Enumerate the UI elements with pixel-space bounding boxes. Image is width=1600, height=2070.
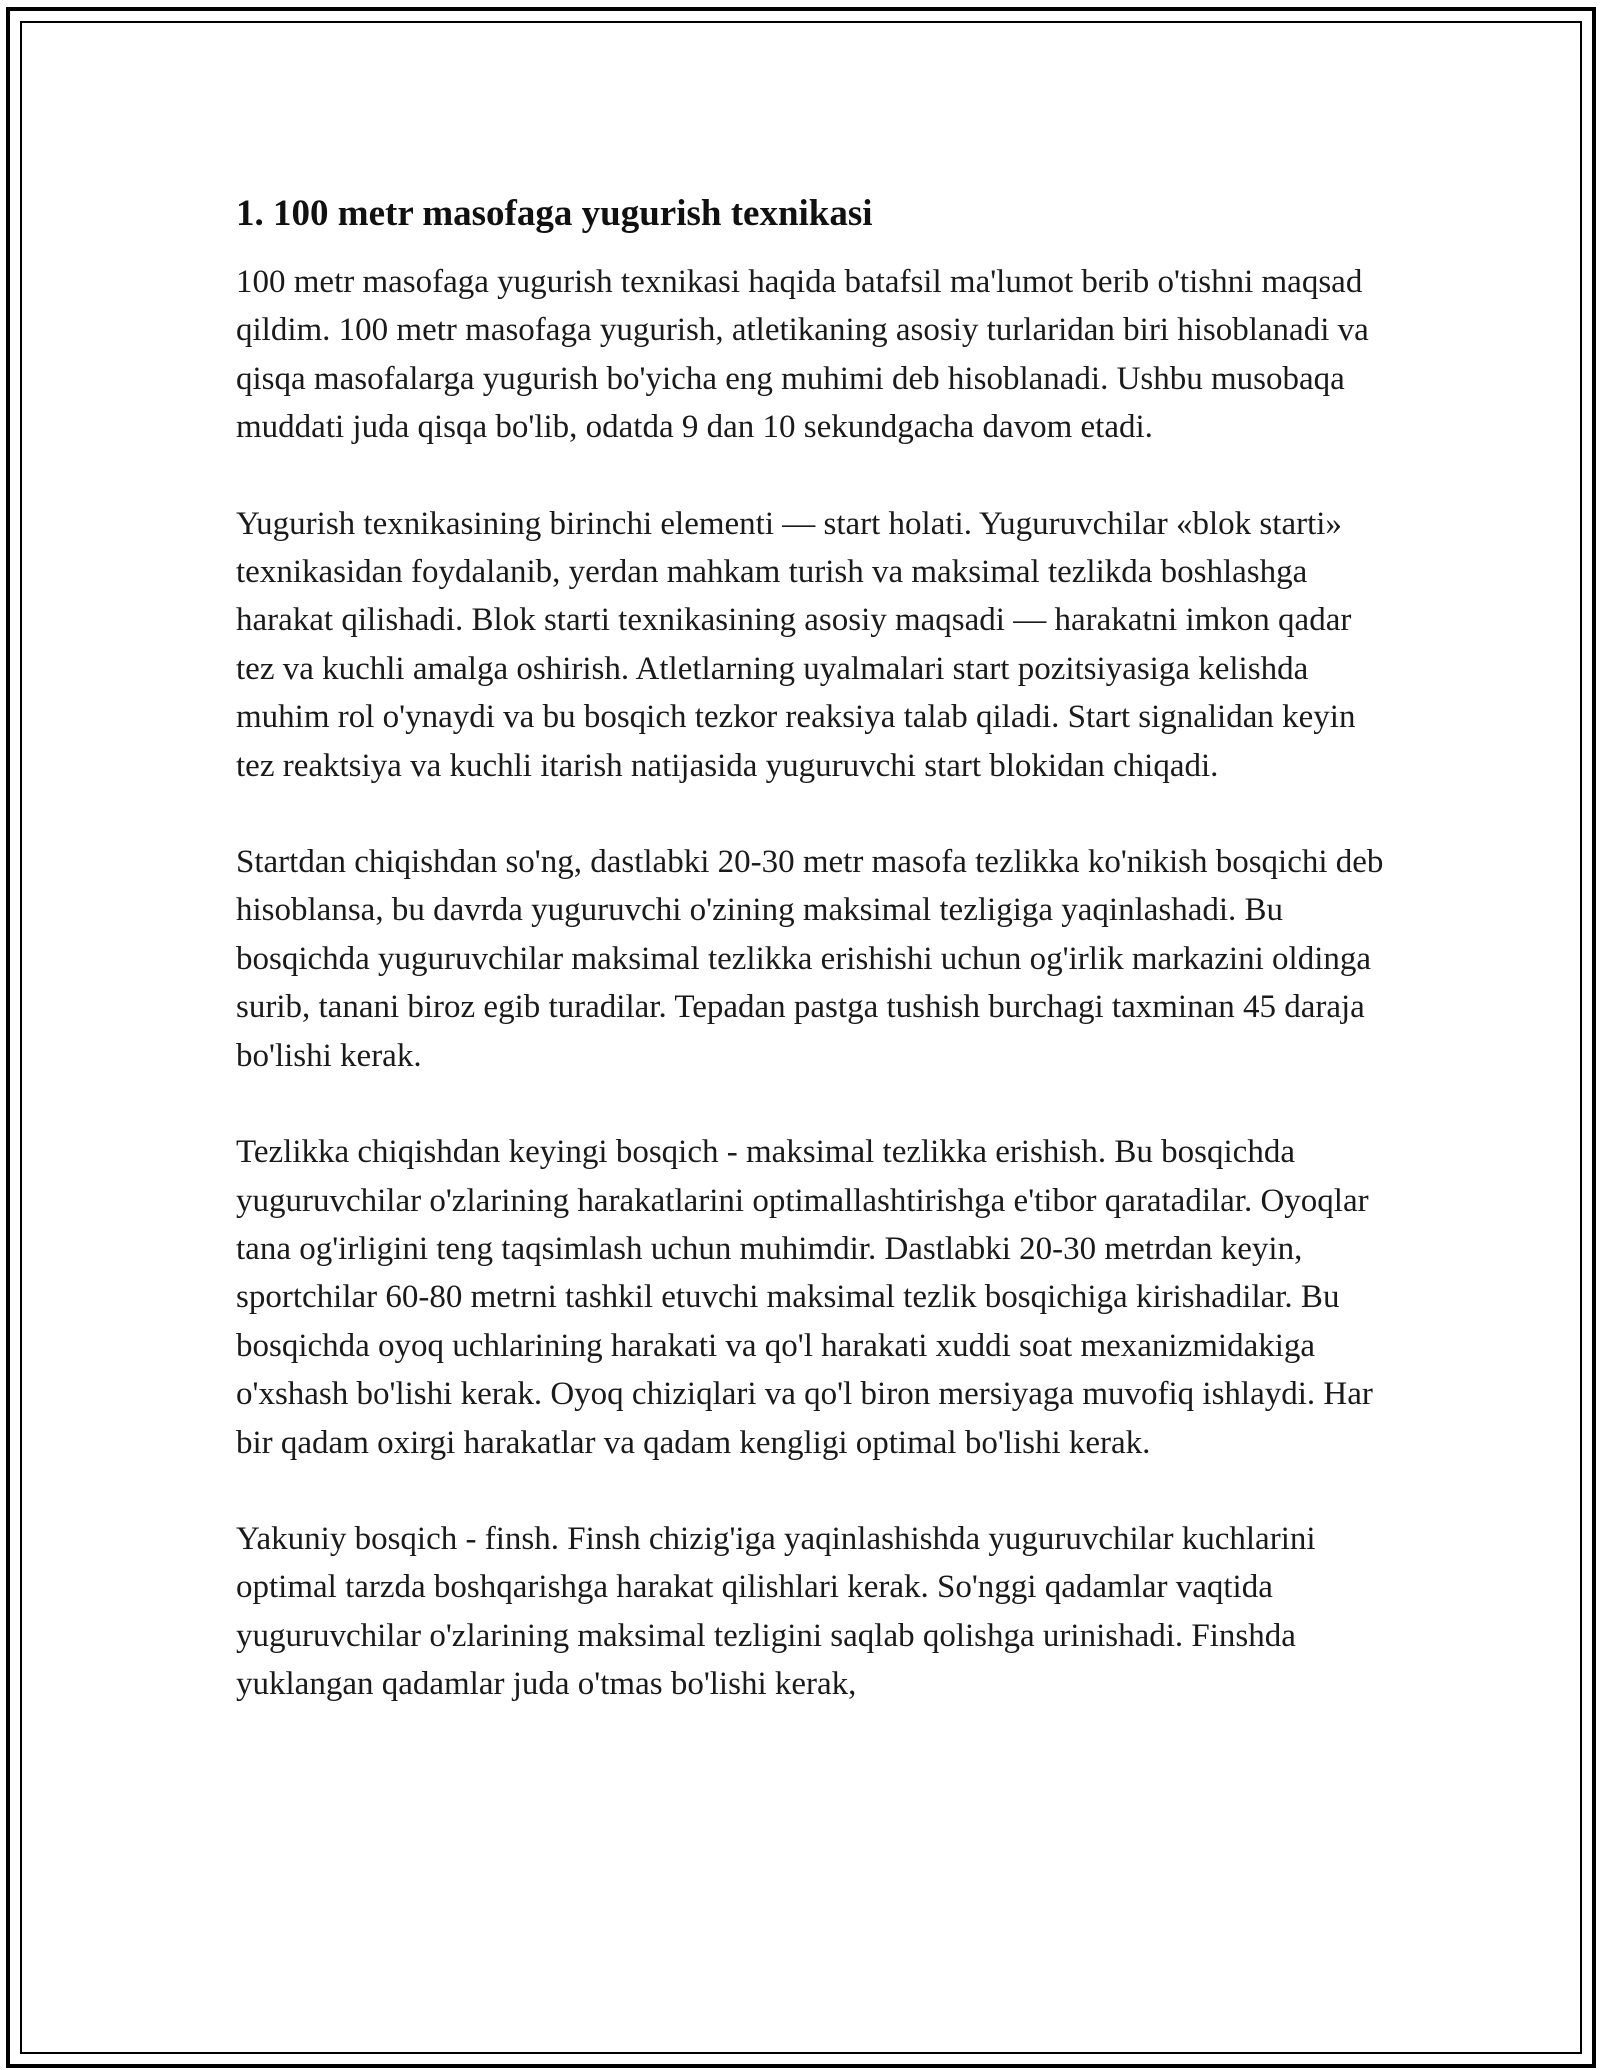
paragraph-intro: 100 metr masofaga yugurish texnikasi haqida batafsil ma'lumot berib o'tishni maqsad qildim. 100 metr masofaga yugurish, atletikaning asosiy turlaridan biri hisoblanadi va qisqa masofalarga yugurish bo'yicha eng muhimi deb hisoblanadi. Ushbu musobaqa muddati juda qisqa bo'lib, odatda 9 dan 10 sekundgacha davom etadi. bbox=[236, 264, 1369, 446]
paragraph-acceleration: Startdan chiqishdan so'ng, dastlabki 20-30 metr masofa tezlikka ko'nikish bosqichi deb hisoblansa, bu davrda yuguruvchi o'zining maksimal tezligiga yaqinlashadi. Bu bosqichda yuguruvchilar maksimal tezlikka erishishi uchun og'irlik markazini oldinga surib, tanani biroz egib turadilar. Tepadan pastga tushish burchagi taxminan 45 daraja bo'lishi kerak. bbox=[236, 844, 1384, 1074]
paragraph-start-position: Yugurish texnikasining birinchi elementi — start holati. Yuguruvchilar «blok starti» texnikasidan foydalanib, yerdan mahkam turish va maksimal tezlikda boshlashga harakat qilishadi. Blok starti texnikasining asosiy maqsadi — harakatni imkon qadar tez va kuchli amalga oshirish. Atletlarning uyalmalari start pozitsiyasiga kelishda muhim rol o'ynaydi va bu bosqich tezkor reaksiya talab qiladi. Start signalidan keyin tez reaktsiya va kuchli itarish natijasida yuguruvchi start blokidan chiqadi. bbox=[236, 505, 1356, 784]
document-body bbox=[236, 190, 1386, 1709]
paragraph-finish: Yakuniy bosqich - finsh. Finsh chizig'iga yaqinlashishda yuguruvchilar kuchlarini optimal tarzda boshqarishga harakat qilishlari kerak. So'nggi qadamlar vaqtida yuguruvchilar o'zlarining maksimal tezligini saqlab qolishga urinishadi. Finshda yuklangan qadamlar juda o'tmas bo'lishi kerak, bbox=[236, 1520, 1316, 1703]
document-title: 1. 100 metr masofaga yugurish texnikasi bbox=[236, 193, 873, 234]
paragraph-max-speed: Tezlikka chiqishdan keyingi bosqich - maksimal tezlikka erishish. Bu bosqichda yuguruvchilar o'zlarining harakatlarini optimallashtirishga e'tibor qaratadilar. Oyoqlar tana og'irligini teng taqsimlash uchun muhimdir. Dastlabki 20-30 metrdan keyin, sportchilar 60-80 metrni tashkil etuvchi maksimal tezlik bosqichiga kirishadilar. Bu bosqichda oyoq uchlarining harakati va qo'l harakati xuddi soat mexanizmidakiga o'xshash bo'lishi kerak. Oyoq chiziqlari va qo'l biron mersiyaga muvofiq ishlaydi. Har bir qadam oxirgi harakatlar va qadam kengligi optimal bo'lishi kerak. bbox=[236, 1134, 1373, 1461]
